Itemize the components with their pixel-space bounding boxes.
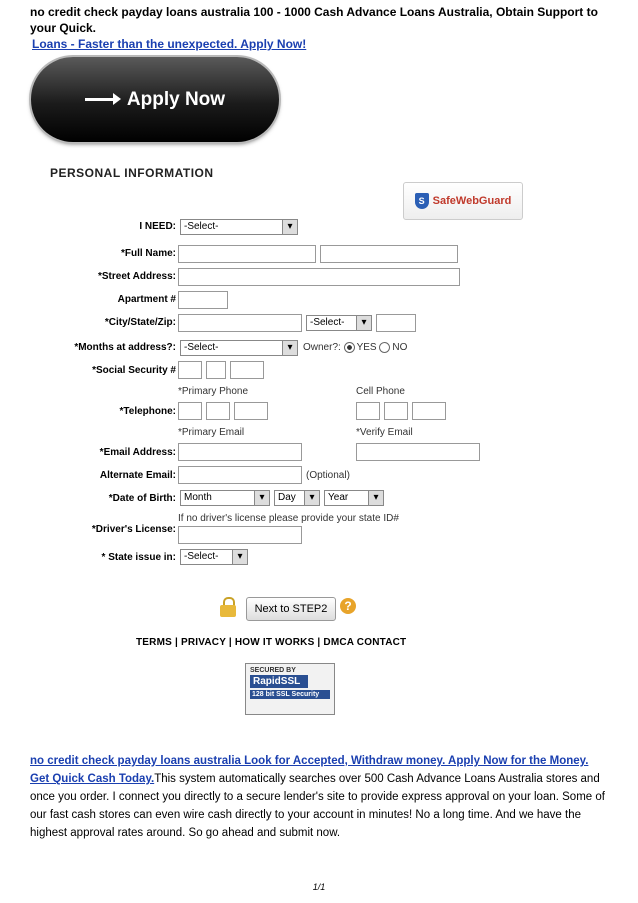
need-select[interactable]: -Select- ▾ <box>180 219 298 235</box>
bottom-link[interactable]: no credit check payday loans australia Look for Accepted, Withdraw money. Apply Now for the Money. Get Quick Cash Today. <box>30 755 589 785</box>
ssl-secured-by: SECURED BY <box>250 667 296 674</box>
phone-prefix-input[interactable] <box>206 402 230 420</box>
dob-year-select[interactable]: Year ▾ <box>324 490 384 506</box>
apply-now-button[interactable] <box>31 57 279 142</box>
arrow-right-icon <box>85 98 117 101</box>
page-number: 1/1 <box>312 882 326 892</box>
license-input[interactable] <box>178 526 302 544</box>
next-step-button[interactable]: Next to STEP2 <box>246 597 336 621</box>
street-label: *Street Address: <box>98 271 176 282</box>
apply-now-link[interactable]: Loans - Faster than the unexpected. Apply Now! <box>32 37 307 51</box>
cell-phone-label: Cell Phone <box>356 386 405 397</box>
alt-email-label: Alternate Email: <box>99 470 176 481</box>
need-label: I NEED: <box>139 221 176 232</box>
state-issue-select[interactable]: -Select- ▾ <box>180 549 248 565</box>
owner-label: Owner?: <box>303 342 341 354</box>
primary-email-label: *Primary Email <box>178 427 245 438</box>
owner-no-radio[interactable] <box>379 342 390 353</box>
city-input[interactable] <box>178 314 302 332</box>
ssn-part2-input[interactable] <box>206 361 226 379</box>
phone-area-input[interactable] <box>178 402 202 420</box>
bottom-text: This system automatically searches over 500 Cash Advance Loans Australia stores and once you order. I connect you directly to a secure lender's site to provide express approval on your loan. Some of our fast cash stores can even wire cash directly to your account in minutes! No a long time. And we have the highest approval rates around. So go ahead and submit now. <box>30 773 605 839</box>
ssl-brand: RapidSSL <box>250 675 308 688</box>
email-input[interactable] <box>178 443 302 461</box>
months-label: *Months at address?: <box>74 342 176 353</box>
safewebguard-badge <box>403 182 523 220</box>
license-label: *Driver's License: <box>91 524 176 535</box>
apply-now-label: Apply Now <box>126 88 226 110</box>
cell-line-input[interactable] <box>412 402 446 420</box>
email-label: *Email Address: <box>99 447 176 458</box>
rapidssl-seal <box>245 663 335 715</box>
ssl-strength: 128 bit SSL Security <box>250 690 330 699</box>
verify-email-label: *Verify Email <box>356 427 413 438</box>
last-name-input[interactable] <box>320 245 458 263</box>
state-select[interactable]: -Select- ▾ <box>306 315 372 331</box>
zip-input[interactable] <box>376 314 416 332</box>
page-title: no credit check payday loans australia 100 - 1000 Cash Advance Loans Australia, Obtain Support to your Quick. <box>30 5 598 35</box>
full-name-label: *Full Name: <box>120 248 176 259</box>
street-input[interactable] <box>178 268 460 286</box>
ssn-part3-input[interactable] <box>230 361 264 379</box>
dob-day-select[interactable]: Day ▾ <box>274 490 320 506</box>
footer-links[interactable]: TERMS | PRIVACY | HOW IT WORKS | DMCA CONTACT <box>136 637 407 648</box>
license-note: If no driver's license please provide your state ID# <box>178 513 399 524</box>
state-issue-label: * State issue in: <box>101 552 176 563</box>
bottom-paragraph <box>30 752 610 842</box>
owner-yes-label: YES <box>356 342 377 354</box>
ssn-part1-input[interactable] <box>178 361 202 379</box>
lock-icon <box>220 597 236 617</box>
owner-group <box>303 342 407 353</box>
verify-email-input[interactable] <box>356 443 480 461</box>
primary-phone-label: *Primary Phone <box>178 386 249 397</box>
owner-no-label: NO <box>392 342 408 354</box>
apartment-input[interactable] <box>178 291 228 309</box>
telephone-label: *Telephone: <box>119 406 176 417</box>
help-icon[interactable]: ? <box>340 598 356 614</box>
owner-yes-radio[interactable] <box>344 342 355 353</box>
dob-month-select[interactable]: Month ▾ <box>180 490 270 506</box>
badge-label: SafeWebGuard <box>432 195 512 207</box>
cell-area-input[interactable] <box>356 402 380 420</box>
ssn-label: *Social Security # <box>92 365 176 376</box>
shield-icon: S <box>415 193 429 209</box>
first-name-input[interactable] <box>178 245 316 263</box>
apartment-label: Apartment # <box>117 294 176 305</box>
form-heading: PERSONAL INFORMATION <box>50 166 214 180</box>
optional-note: (Optional) <box>306 470 350 481</box>
cell-prefix-input[interactable] <box>384 402 408 420</box>
personal-info-form <box>40 160 600 730</box>
dob-label: *Date of Birth: <box>108 493 176 504</box>
phone-line-input[interactable] <box>234 402 268 420</box>
alt-email-input[interactable] <box>178 466 302 484</box>
city-label: *City/State/Zip: <box>104 317 176 328</box>
months-select[interactable]: -Select- ▾ <box>180 340 298 356</box>
